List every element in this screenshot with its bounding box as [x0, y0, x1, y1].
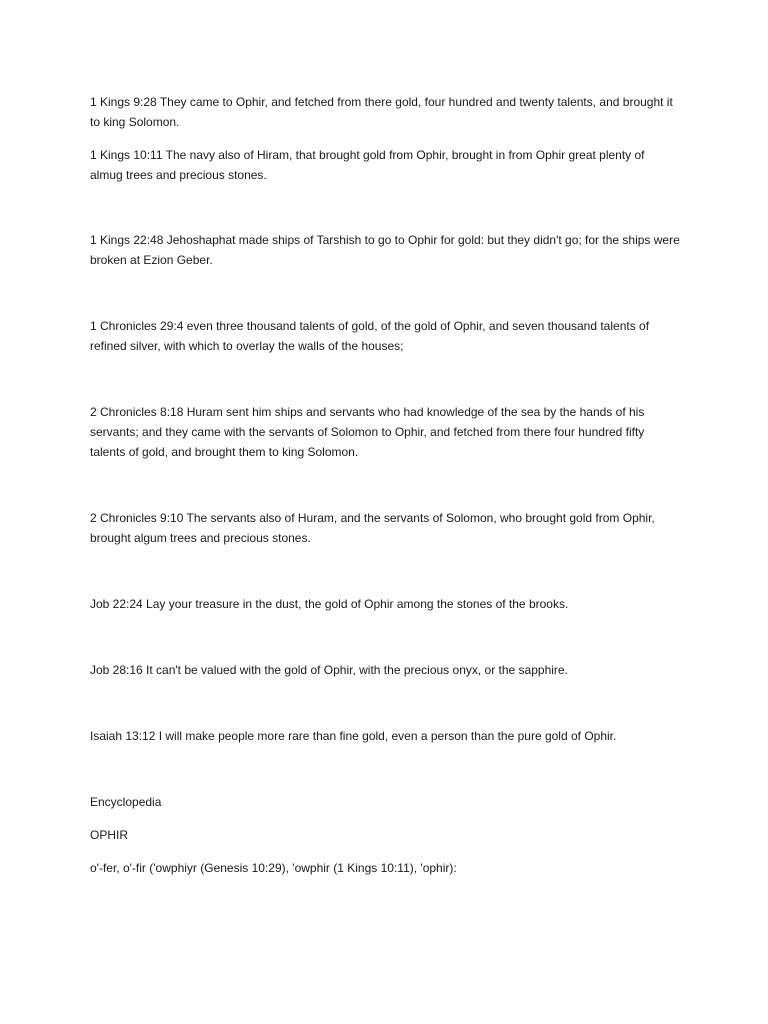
verse-isaiah-13-12: Isaiah 13:12 I will make people more rare than fine gold, even a person than the pure gold of Ophir.: [90, 729, 617, 743]
verse-1-kings-22-48: 1 Kings 22:48 Jehoshaphat made ships of Tarshish to go to Ophir for gold: but they didn't go; for the ships were broken at Ezion Geber.: [90, 233, 680, 267]
encyclopedia-label: Encyclopedia: [90, 795, 162, 809]
verse-1-kings-9-28: 1 Kings 9:28 They came to Ophir, and fetched from there gold, four hundred and twenty talents, and brought it to king Solomon.: [90, 95, 673, 129]
verse-1-kings-10-11: 1 Kings 10:11 The navy also of Hiram, that brought gold from Ophir, brought in from Ophir great plenty of almug trees and precious stones.: [90, 148, 645, 182]
verse-2-chronicles-8-18: 2 Chronicles 8:18 Huram sent him ships and servants who had knowledge of the sea by the hands of his servants; and they came with the servants of Solomon to Ophir, and fetched from there four hundred fifty talents of gold, and brought them to king Solomon.: [90, 405, 645, 459]
verse-1-chronicles-29-4: 1 Chronicles 29:4 even three thousand talents of gold, of the gold of Ophir, and seven thousand talents of refined silver, with which to overlay the walls of the houses;: [90, 319, 650, 353]
entry-pronunciation: o'-fer, o'-fir ('owphiyr (Genesis 10:29), 'owphir (1 Kings 10:11), 'ophir):: [90, 861, 457, 875]
verse-job-28-16: Job 28:16 It can't be valued with the gold of Ophir, with the precious onyx, or the sapphire.: [90, 663, 568, 677]
entry-heading: OPHIR: [90, 828, 129, 842]
verse-2-chronicles-9-10: 2 Chronicles 9:10 The servants also of Huram, and the servants of Solomon, who brought gold from Ophir, brought algum trees and precious stones.: [90, 511, 655, 545]
verse-job-22-24: Job 22:24 Lay your treasure in the dust, the gold of Ophir among the stones of the brooks.: [90, 597, 569, 611]
